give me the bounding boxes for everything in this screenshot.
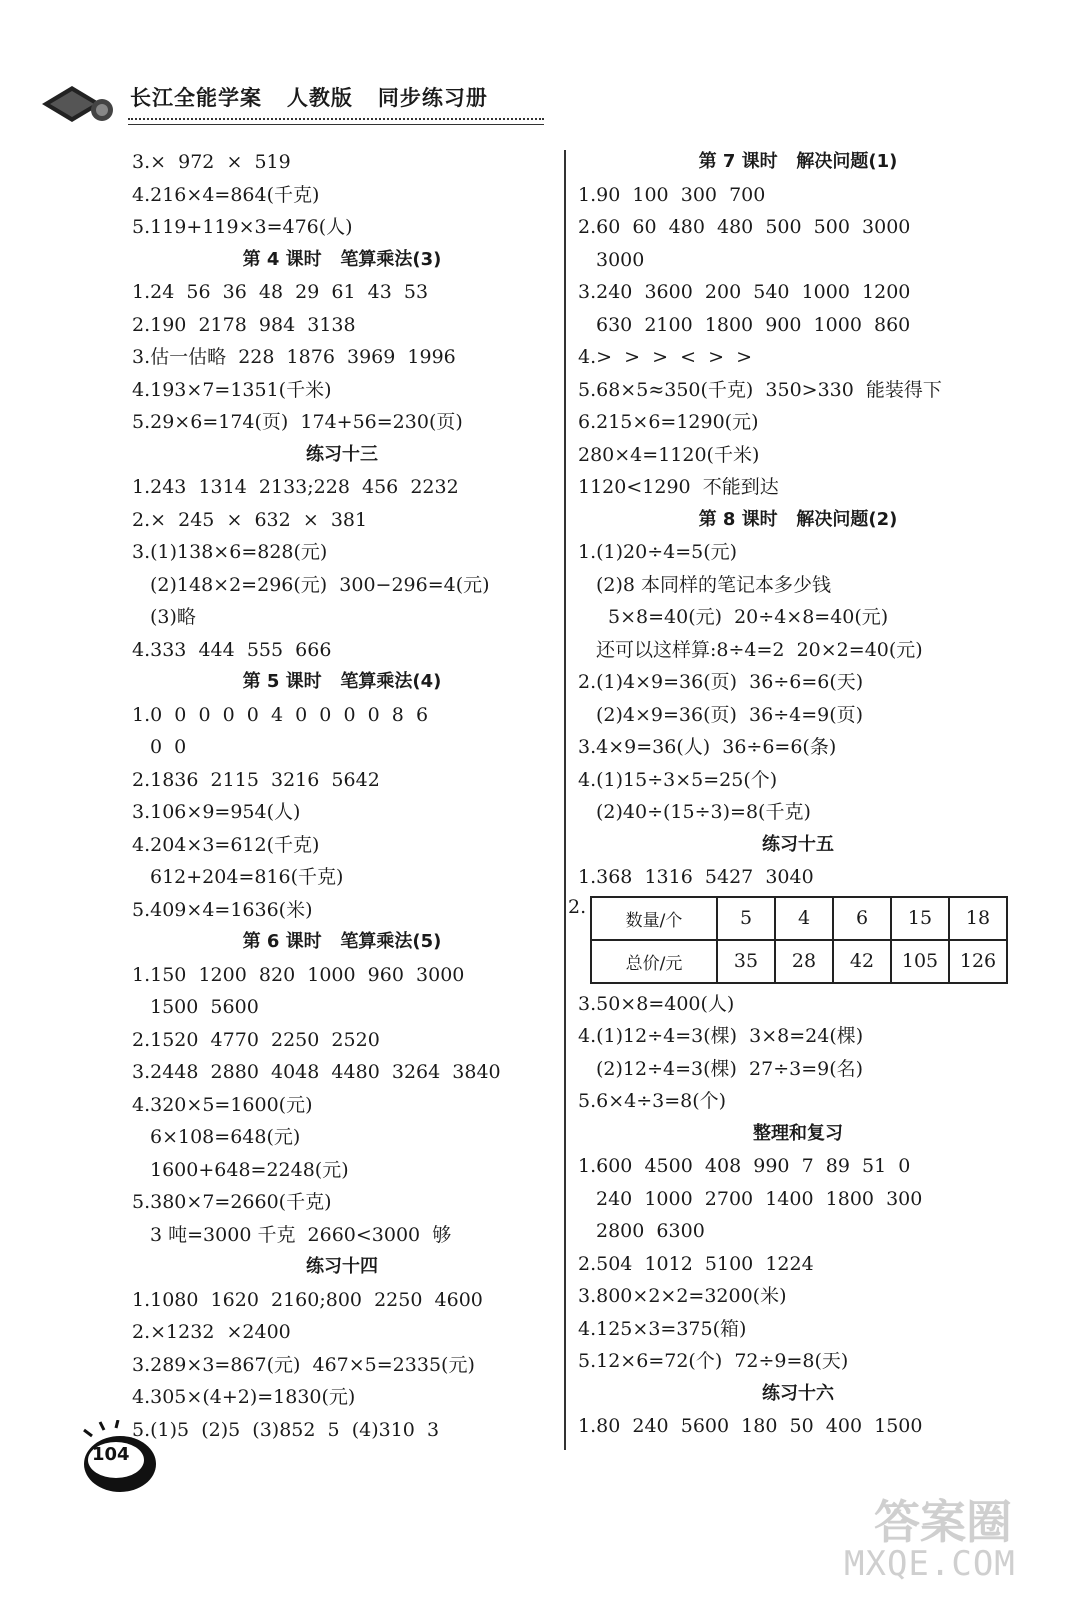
answer-line: 1.600 4500 408 990 7 89 51 0: [578, 1155, 911, 1177]
answer-line: 3.106×9=954(人): [132, 801, 301, 823]
table-cell: 15: [891, 897, 949, 940]
price-table: [590, 896, 1008, 984]
section-heading: 练习十三: [306, 443, 378, 465]
answer-line: 4.320×5=1600(元): [132, 1093, 313, 1116]
header-title: 长江全能学案 人教版 同步练习册: [130, 86, 488, 110]
table-row: [591, 897, 1007, 940]
watermark: [844, 1486, 1074, 1594]
answer-line: 3.800×2×2=3200(米): [578, 1285, 787, 1307]
table-cell: 18: [949, 897, 1007, 940]
section-heading: 第 4 课时 笔算乘法(3): [242, 248, 442, 270]
answer-line: 2.(1)4×9=36(页) 36÷6=6(天): [578, 671, 864, 693]
answer-line: (2)8 本同样的笔记本多少钱: [596, 573, 832, 596]
answer-line: 1.80 240 5600 180 50 400 1500: [578, 1415, 923, 1437]
answer-line: 6.215×6=1290(元): [578, 411, 759, 433]
answer-line: (2)12÷4=3(棵) 27÷3=9(名): [596, 1057, 864, 1080]
table-cell: 4: [775, 897, 833, 940]
section-heading: 整理和复习: [753, 1122, 843, 1144]
answer-line: 4.204×3=612(千克): [132, 833, 320, 856]
table-cell: 28: [775, 940, 833, 983]
answer-line: 2.504 1012 5100 1224: [578, 1252, 814, 1275]
answer-line: 2.1836 2115 3216 5642: [132, 768, 380, 791]
watermark-text: 答案圈: [874, 1495, 1012, 1549]
answer-line: (2)40÷(15÷3)=8(千克): [596, 801, 811, 823]
answer-line: 3.估一估略 228 1876 3969 1996: [132, 346, 456, 368]
answer-line: 5.380×7=2660(千克): [132, 1191, 332, 1213]
table-question-label: 2.: [568, 895, 587, 918]
table-cell: 35: [717, 940, 775, 983]
answer-line: 3.(1)138×6=828(元): [132, 541, 328, 563]
answer-line: 3 吨=3000 千克 2660<3000 够: [150, 1223, 452, 1246]
section-heading: 练习十四: [306, 1256, 378, 1277]
answer-line: 3.4×9=36(人) 36÷6=6(条): [578, 736, 837, 758]
answer-line: 1.(1)20÷4=5(元): [578, 541, 738, 563]
table-row-header: 数量/个: [591, 897, 717, 940]
answer-line: 5×8=40(元) 20÷4×8=40(元): [608, 606, 889, 628]
answer-line: 3.289×3=867(元) 467×5=2335(元): [132, 1353, 475, 1376]
answer-line: 5.68×5≈350(千克) 350>330 能装得下: [578, 378, 942, 401]
answer-line: 2.× 245 × 632 × 381: [132, 508, 368, 531]
column-divider: [564, 150, 566, 1450]
answer-line: 1.90 100 300 700: [578, 183, 766, 206]
answer-line: 3.2448 2880 4048 4480 3264 3840: [132, 1061, 501, 1083]
answer-line: 2.60 60 480 480 500 500 3000: [578, 216, 911, 238]
answer-line: 4.193×7=1351(千米): [132, 378, 332, 401]
left-column: [132, 146, 552, 1446]
table-cell: 5: [717, 897, 775, 940]
answer-line: 630 2100 1800 900 1000 860: [596, 313, 911, 336]
answer-line: 0 0: [150, 736, 187, 758]
answer-line: 5.12×6=72(个) 72÷9=8(天): [578, 1350, 849, 1372]
table-cell: 126: [949, 940, 1007, 983]
answer-line: 240 1000 2700 1400 1800 300: [596, 1187, 923, 1210]
answer-line: (2)4×9=36(页) 36÷4=9(页): [596, 703, 864, 726]
price-table-block: [568, 894, 1018, 988]
answer-line: 4.216×4=864(千克): [132, 183, 320, 206]
answer-line: 280×4=1120(千米): [578, 443, 760, 466]
page-header: [40, 72, 510, 132]
answer-line: 6×108=648(元): [150, 1126, 301, 1148]
answer-line: 3.× 972 × 519: [132, 151, 291, 173]
answer-line: 5.119+119×3=476(人): [132, 216, 353, 238]
answer-line: 4.> > > < > >: [578, 346, 753, 368]
header-divider: [128, 118, 544, 125]
answer-line: 5.29×6=174(页) 174+56=230(页): [132, 411, 463, 433]
section-heading: 第 8 课时 解决问题(2): [698, 508, 898, 530]
answer-line: 2.×1232 ×2400: [132, 1321, 291, 1343]
answer-line: 3.240 3600 200 540 1000 1200: [578, 281, 911, 303]
answer-line: 2.1520 4770 2250 2520: [132, 1028, 380, 1051]
page-number-badge: [76, 1420, 162, 1500]
answer-line: 1600+648=2248(元): [150, 1158, 349, 1181]
answer-line: 1.368 1316 5427 3040: [578, 866, 814, 888]
answer-line: 4.305×(4+2)=1830(元): [132, 1386, 356, 1408]
answer-line: 3.50×8=400(人): [578, 992, 735, 1015]
answer-line: 612+204=816(千克): [150, 866, 344, 888]
table-row-header: 总价/元: [591, 940, 717, 983]
table-cell: 105: [891, 940, 949, 983]
page-number: 104: [92, 1444, 130, 1465]
watermark-url: MXQE.COM: [844, 1544, 1016, 1584]
book-logo-icon: [40, 82, 120, 126]
answer-line: (3)略: [150, 606, 196, 628]
table-cell: 42: [833, 940, 891, 983]
answer-line: 4.333 444 555 666: [132, 638, 332, 661]
answer-line: 3000: [596, 248, 645, 271]
section-heading: 练习十五: [762, 833, 834, 855]
answer-line: 1.24 56 36 48 29 61 43 53: [132, 281, 429, 303]
table-row: [591, 940, 1007, 983]
right-column: [568, 146, 1018, 1443]
answer-line: 1.1080 1620 2160;800 2250 4600: [132, 1288, 483, 1311]
answer-line: 4.125×3=375(箱): [578, 1317, 747, 1340]
section-heading: 第 7 课时 解决问题(1): [698, 151, 898, 172]
answer-line: 1.243 1314 2133;228 456 2232: [132, 476, 459, 498]
section-heading: 第 6 课时 笔算乘法(5): [242, 931, 442, 952]
section-heading: 练习十六: [762, 1382, 834, 1404]
answer-line: 1.150 1200 820 1000 960 3000: [132, 963, 465, 986]
answer-line: 4.(1)12÷4=3(棵) 3×8=24(棵): [578, 1025, 864, 1047]
answer-line: 还可以这样算:8÷4=2 20×2=40(元): [596, 638, 923, 661]
answer-line: (2)148×2=296(元) 300−296=4(元): [150, 573, 490, 596]
answer-line: 5.(1)5 (2)5 (3)852 5 (4)310 3: [132, 1418, 440, 1441]
answer-line: 1500 5600: [150, 996, 259, 1018]
answer-line: 5.409×4=1636(米): [132, 898, 313, 921]
answer-line: 2800 6300: [596, 1220, 705, 1242]
answer-line: 1.0 0 0 0 0 4 0 0 0 0 8 6: [132, 703, 429, 726]
answer-line: 5.6×4÷3=8(个): [578, 1090, 727, 1112]
answer-line: 2.190 2178 984 3138: [132, 313, 356, 336]
section-heading: 第 5 课时 笔算乘法(4): [242, 671, 442, 692]
table-cell: 6: [833, 897, 891, 940]
answer-line: 1120<1290 不能到达: [578, 476, 779, 498]
answer-line: 4.(1)15÷3×5=25(个): [578, 768, 778, 791]
